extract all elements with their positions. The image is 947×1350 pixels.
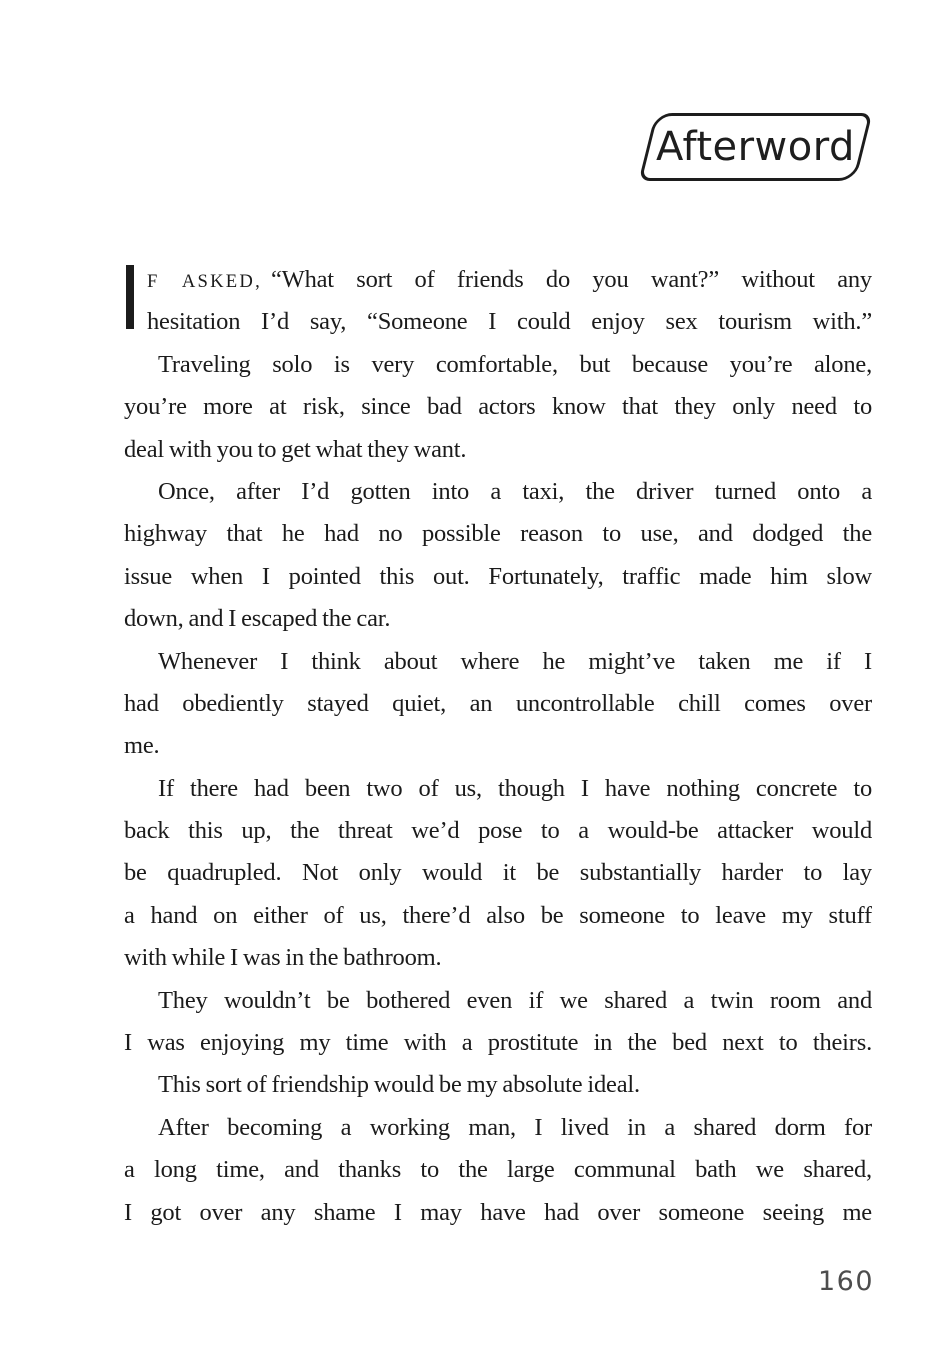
text-line: Once, after I’d gotten into a taxi, the driver turned onto a [158, 477, 872, 505]
text-line: a long time, and thanks to the large communal bath we shared, [124, 1156, 872, 1184]
text-line: be quadrupled. Not only would it be substantially harder to lay [124, 859, 872, 887]
text-line: This sort of friendship would be my absolute ideal. [158, 1071, 640, 1099]
page-number: 160 [818, 1266, 875, 1297]
paragraph [124, 1107, 872, 1234]
text-line: a hand on either of us, there’d also be someone to leave my stuff [124, 901, 872, 929]
text-line: highway that he had no possible reason to use, and dodged the [124, 520, 872, 548]
text-line: hesitation I’d say, “Someone I could enjoy sex tourism with.” [147, 308, 872, 336]
text-line: If there had been two of us, though I have nothing concrete to [158, 774, 872, 802]
afterword-badge [639, 113, 873, 181]
text-line: me. [124, 732, 160, 760]
text-line: issue when I pointed this out. Fortunately, traffic made him slow [124, 562, 872, 590]
afterword-badge-label: Afterword [656, 124, 855, 170]
drop-cap-letter [126, 265, 134, 329]
text-line: Whenever I think about where he might’ve taken me if I [158, 647, 872, 675]
text-line-rest: “What sort of friends do you want?” without any [270, 266, 872, 293]
paragraph [124, 980, 872, 1065]
paragraph [124, 471, 872, 641]
opening-paragraph [124, 259, 872, 344]
text-line: deal with you to get what they want. [124, 435, 467, 463]
text-line: After becoming a working man, I lived in a shared dorm for [158, 1113, 872, 1141]
paragraph [124, 1064, 872, 1106]
paragraph [124, 344, 872, 471]
paragraph [124, 641, 872, 768]
text-line: had obediently stayed quiet, an uncontrollable chill comes over [124, 689, 872, 717]
text-line: with while I was in the bathroom. [124, 944, 442, 972]
text-line: They wouldn’t be bothered even if we shared a twin room and [158, 986, 872, 1014]
text-line: back this up, the threat we’d pose to a would-be attacker would [124, 817, 872, 845]
small-caps-text: F ASKED, [147, 271, 262, 292]
text-line: I was enjoying my time with a prostitute in the bed next to theirs. [124, 1029, 872, 1057]
text-line: you’re more at risk, since bad actors know that they only need to [124, 393, 872, 421]
paragraph [124, 768, 872, 980]
body-text [124, 259, 872, 1234]
text-line: down, and I escaped the car. [124, 605, 391, 633]
text-line: I got over any shame I may have had over someone seeing me [124, 1198, 872, 1226]
text-line [147, 259, 872, 301]
text-line: Traveling solo is very comfortable, but because you’re alone, [158, 350, 872, 378]
